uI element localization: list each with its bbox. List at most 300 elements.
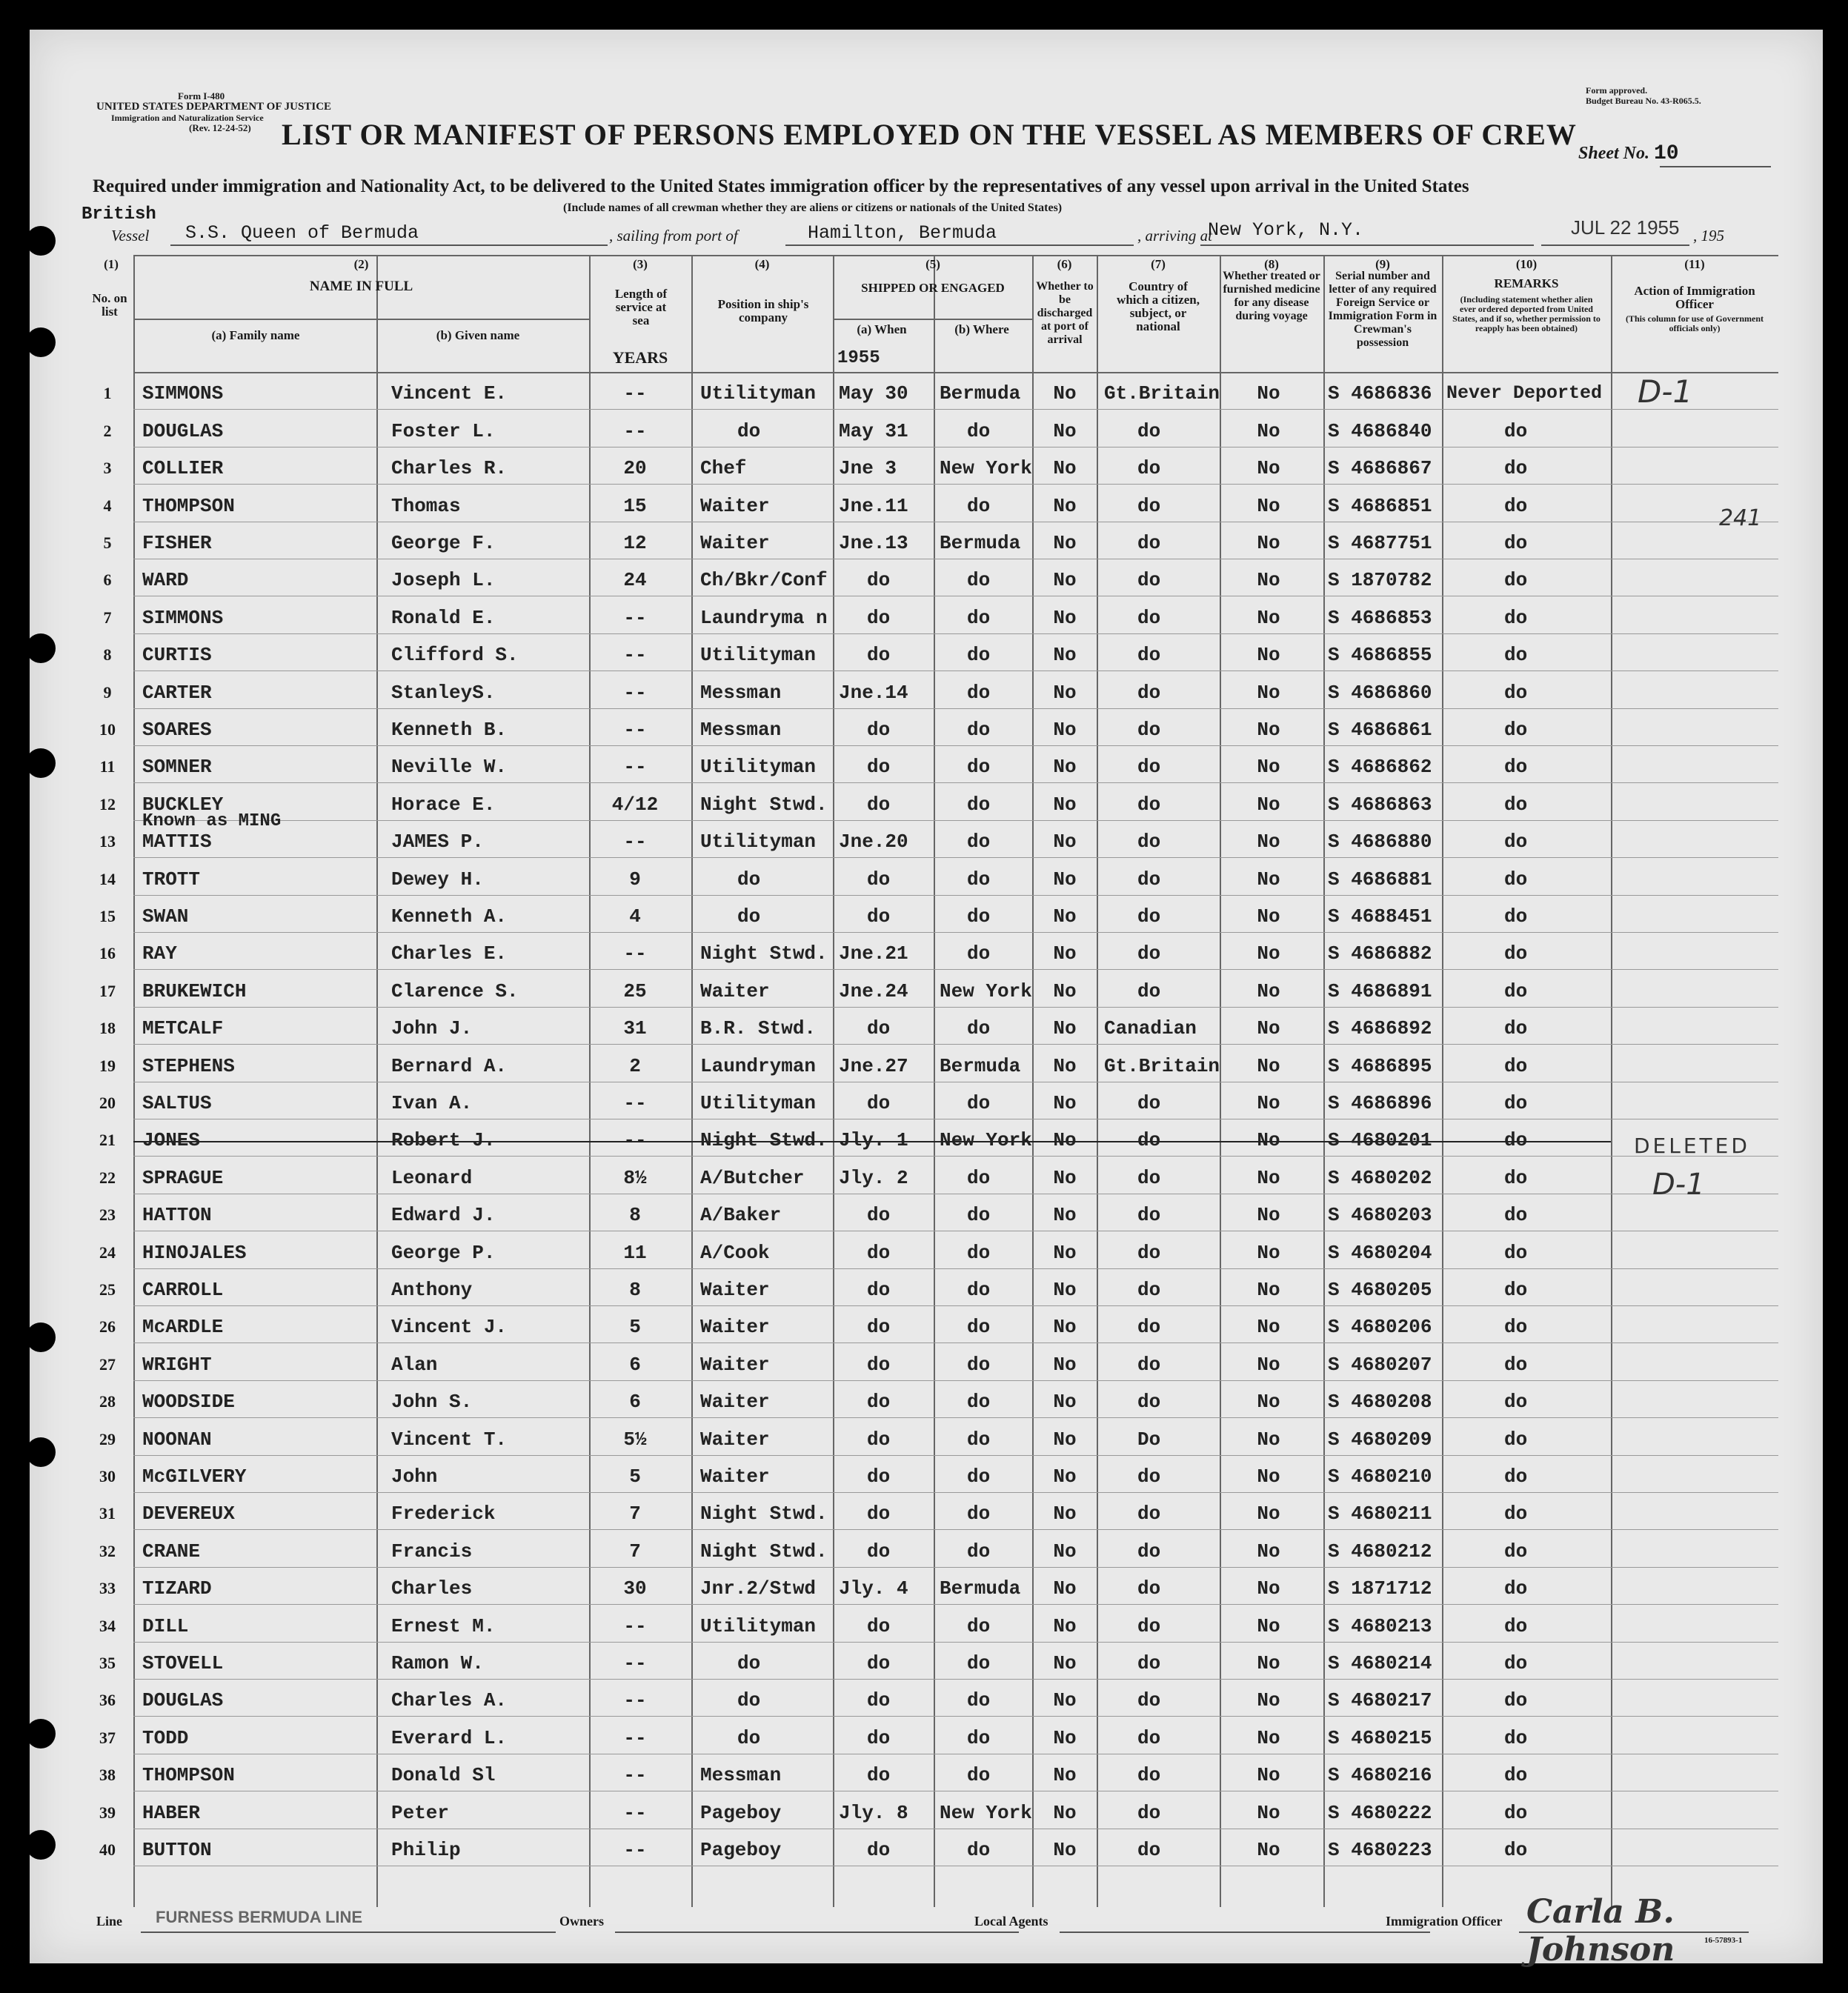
cell-given: Charles E. <box>391 942 508 965</box>
cell-country: do <box>1137 419 1161 442</box>
cell-given: Vincent E. <box>391 382 508 405</box>
row-number: 2 <box>103 421 112 440</box>
cell-years: 7 <box>629 1540 641 1563</box>
cell-position: Ch/Bkr/Conf <box>700 569 828 592</box>
cell-country: do <box>1137 494 1161 517</box>
cell-family: SOMNER <box>142 756 212 779</box>
cell-where: do <box>967 1166 991 1189</box>
cell-where: New York <box>940 1801 1032 1824</box>
cell-family: DEVEREUX <box>142 1503 235 1525</box>
cell-country: do <box>1137 1726 1161 1749</box>
row-number: 38 <box>99 1766 116 1785</box>
from-port: Hamilton, Bermuda <box>808 222 997 244</box>
cell-disch: No <box>1053 1614 1077 1637</box>
cell-position: Waiter <box>700 1353 770 1376</box>
cell-serial: S 4686851 <box>1328 494 1432 517</box>
cell-remarks: do <box>1504 644 1528 667</box>
cell-position: Night Stwd. <box>700 1540 828 1563</box>
cell-country: do <box>1137 1652 1161 1674</box>
binder-hole <box>26 1322 56 1352</box>
col5-number: (5) <box>925 257 940 271</box>
cell-when: Jne.21 <box>839 942 908 965</box>
cell-country: do <box>1137 979 1161 1002</box>
cell-disch: No <box>1053 681 1077 704</box>
form-subtitle: Required under immigration and Nationality Act, to be delivered to the United States immigration officer by the representatives of any vessel upon arrival in the United States <box>93 176 1469 196</box>
cell-when: Jne.14 <box>839 681 908 704</box>
cell-disch: No <box>1053 1428 1077 1451</box>
row-number: 19 <box>99 1056 116 1075</box>
cell-remarks: do <box>1504 1614 1528 1637</box>
cell-serial: S 4680222 <box>1328 1801 1432 1824</box>
cell-years: -- <box>623 644 647 667</box>
cell-where: do <box>967 606 991 629</box>
cell-country: do <box>1137 1241 1161 1264</box>
col11-subheader: (This column for use of Government officials only) <box>1625 313 1764 333</box>
cell-country: do <box>1137 1129 1161 1152</box>
cell-years: 8½ <box>623 1166 647 1189</box>
cell-family: SALTUS <box>142 1092 212 1114</box>
cell-med: No <box>1257 1428 1280 1451</box>
cell-serial: S 4680202 <box>1328 1166 1432 1189</box>
cell-given: Edward J. <box>391 1204 496 1227</box>
cell-serial: S 4680210 <box>1328 1465 1432 1488</box>
cell-disch: No <box>1053 606 1077 629</box>
cell-years: 8 <box>629 1204 641 1227</box>
cell-serial: S 4686860 <box>1328 681 1432 704</box>
cell-med: No <box>1257 1129 1280 1152</box>
cell-disch: No <box>1053 1764 1077 1787</box>
cell-disch: No <box>1053 1204 1077 1227</box>
approval-line2: Budget Bureau No. 43-R065.5. <box>1586 96 1701 106</box>
cell-family: SPRAGUE <box>142 1166 224 1189</box>
cell-family: HATTON <box>142 1204 212 1227</box>
cell-remarks: do <box>1504 1726 1528 1749</box>
cell-disch: No <box>1053 494 1077 517</box>
cell-disch: No <box>1053 1129 1077 1152</box>
col3-unit: YEARS <box>612 348 668 367</box>
cell-family: METCALF <box>142 1017 224 1040</box>
col8-number: (8) <box>1264 257 1279 271</box>
cell-country: do <box>1137 1204 1161 1227</box>
cell-where: do <box>967 1689 991 1712</box>
cell-position: do <box>737 905 761 928</box>
row-number: 36 <box>99 1691 116 1710</box>
cell-position: Utilityman <box>700 1614 817 1637</box>
cell-where: do <box>967 1839 991 1861</box>
officer-label: Immigration Officer <box>1386 1914 1503 1929</box>
cell-disch: No <box>1053 1726 1077 1749</box>
cell-position: do <box>737 419 761 442</box>
cell-serial: S 4680205 <box>1328 1279 1432 1301</box>
cell-remarks: do <box>1504 681 1528 704</box>
cell-disch: No <box>1053 1241 1077 1264</box>
cell-when: do <box>867 793 891 816</box>
cell-where: do <box>967 1391 991 1414</box>
cell-where: do <box>967 793 991 816</box>
cell-serial: S 4686880 <box>1328 831 1432 854</box>
cell-given: Ivan A. <box>391 1092 473 1114</box>
cell-disch: No <box>1053 942 1077 965</box>
cell-position: A/Butcher <box>700 1166 805 1189</box>
cell-disch: No <box>1053 793 1077 816</box>
cell-when: do <box>867 1652 891 1674</box>
cell-remarks: do <box>1504 942 1528 965</box>
cell-remarks: do <box>1504 1577 1528 1600</box>
cell-when: Jne.13 <box>839 532 908 554</box>
cell-position: Pageboy <box>700 1801 782 1824</box>
row-number: 29 <box>99 1429 116 1448</box>
cell-position: Utilityman <box>700 756 817 779</box>
cell-disch: No <box>1053 457 1077 480</box>
cell-med: No <box>1257 1391 1280 1414</box>
row-number: 7 <box>103 608 112 627</box>
cell-given: John <box>391 1465 438 1488</box>
cell-serial: S 4680216 <box>1328 1764 1432 1787</box>
cell-years: 4 <box>629 905 641 928</box>
cell-med: No <box>1257 1801 1280 1824</box>
binder-hole <box>26 327 56 357</box>
binder-hole <box>26 748 56 778</box>
cell-remarks: do <box>1504 1689 1528 1712</box>
cell-when: do <box>867 719 891 741</box>
cell-med: No <box>1257 942 1280 965</box>
cell-family: THOMPSON <box>142 1764 235 1787</box>
cell-disch: No <box>1053 756 1077 779</box>
cell-country: Gt.Britain <box>1104 382 1220 405</box>
approval-line1: Form approved. <box>1586 85 1648 96</box>
cell-country: Canadian <box>1104 1017 1197 1040</box>
col9-number: (9) <box>1375 257 1390 271</box>
cell-country: do <box>1137 1801 1161 1824</box>
cell-when: Jly. 8 <box>839 1801 908 1824</box>
row-number: 17 <box>99 981 116 1000</box>
cell-med: No <box>1257 1092 1280 1114</box>
sheet-label: Sheet No. <box>1578 144 1649 163</box>
cell-years: -- <box>623 1801 647 1824</box>
col2-number: (2) <box>353 257 369 271</box>
cell-med: No <box>1257 1279 1280 1301</box>
cell-when: do <box>867 1241 891 1264</box>
cell-where: do <box>967 868 991 891</box>
cell-disch: No <box>1053 1540 1077 1563</box>
cell-serial: S 4680217 <box>1328 1689 1432 1712</box>
cell-given: Alan <box>391 1353 438 1376</box>
cell-where: do <box>967 905 991 928</box>
cell-family: FISHER <box>142 532 212 554</box>
cell-when: do <box>867 644 891 667</box>
cell-serial: S 4686853 <box>1328 606 1432 629</box>
cell-serial: S 4680214 <box>1328 1652 1432 1674</box>
cell-when: do <box>867 606 891 629</box>
cell-position: A/Baker <box>700 1204 782 1227</box>
row-number: 18 <box>99 1019 116 1038</box>
cell-country: Gt.Britain <box>1104 1054 1220 1077</box>
row-number: 13 <box>99 832 116 851</box>
cell-remarks: do <box>1504 868 1528 891</box>
cell-when: May 30 <box>839 382 908 405</box>
cell-country: do <box>1137 1465 1161 1488</box>
cell-med: No <box>1257 979 1280 1002</box>
cell-med: No <box>1257 1353 1280 1376</box>
agency-line1: UNITED STATES DEPARTMENT OF JUSTICE <box>96 101 332 113</box>
cell-serial: S 4680208 <box>1328 1391 1432 1414</box>
row-number: 4 <box>103 496 112 515</box>
cell-position: Waiter <box>700 979 770 1002</box>
cell-years: 20 <box>623 457 647 480</box>
cell-serial: S 4686840 <box>1328 419 1432 442</box>
cell-where: do <box>967 1764 991 1787</box>
cell-where: do <box>967 681 991 704</box>
row-number: 3 <box>103 459 112 478</box>
cell-years: 24 <box>623 569 647 592</box>
cell-serial: S 4686855 <box>1328 644 1432 667</box>
cell-disch: No <box>1053 868 1077 891</box>
cell-disch: No <box>1053 1166 1077 1189</box>
cell-where: do <box>967 569 991 592</box>
cell-serial: S 4686881 <box>1328 868 1432 891</box>
cell-family: TIZARD <box>142 1577 212 1600</box>
cell-country: do <box>1137 1764 1161 1787</box>
cell-med: No <box>1257 1764 1280 1787</box>
col11-header: Action of Immigration Officer <box>1634 284 1755 311</box>
cell-given: Clifford S. <box>391 644 519 667</box>
cell-given: Vincent J. <box>391 1316 508 1339</box>
cell-family: CARTER <box>142 681 212 704</box>
cell-med: No <box>1257 756 1280 779</box>
cell-remarks: do <box>1504 1465 1528 1488</box>
arriving-label: , arriving at <box>1137 227 1212 244</box>
cell-position: Laundryman <box>700 1054 817 1077</box>
row-number: 27 <box>99 1354 116 1374</box>
cell-position: Pageboy <box>700 1839 782 1861</box>
cell-country: do <box>1137 1391 1161 1414</box>
cell-position: Chef <box>700 457 747 480</box>
cell-med: No <box>1257 793 1280 816</box>
cell-when: do <box>867 1614 891 1637</box>
owners-label: Owners <box>559 1914 604 1929</box>
cell-country: do <box>1137 1689 1161 1712</box>
cell-remarks: do <box>1504 569 1528 592</box>
cell-serial: S 4680211 <box>1328 1503 1432 1525</box>
cell-given: Anthony <box>391 1279 473 1301</box>
row-number: 10 <box>99 720 116 739</box>
cell-where: do <box>967 756 991 779</box>
cell-country: do <box>1137 1166 1161 1189</box>
cell-where: do <box>967 1652 991 1674</box>
cell-family: McARDLE <box>142 1316 224 1339</box>
cell-remarks: do <box>1504 1839 1528 1861</box>
line-value: FURNESS BERMUDA LINE <box>156 1908 363 1926</box>
cell-disch: No <box>1053 905 1077 928</box>
cell-when: do <box>867 756 891 779</box>
cell-med: No <box>1257 1166 1280 1189</box>
cell-family: CARROLL <box>142 1279 224 1301</box>
cell-country: do <box>1137 532 1161 554</box>
cell-disch: No <box>1053 1801 1077 1824</box>
cell-serial: S 4686867 <box>1328 457 1432 480</box>
cell-given: Ernest M. <box>391 1614 496 1637</box>
cell-serial: S 4686861 <box>1328 719 1432 741</box>
cell-remarks: do <box>1504 1428 1528 1451</box>
cell-years: -- <box>623 1726 647 1749</box>
vessel-nationality: British <box>82 204 156 224</box>
cell-remarks: do <box>1504 1204 1528 1227</box>
cell-disch: No <box>1053 1353 1077 1376</box>
cell-when: Jne 3 <box>839 457 897 480</box>
cell-where: Bermuda <box>940 382 1021 405</box>
row-number: 37 <box>99 1728 116 1747</box>
cell-when: do <box>867 1092 891 1114</box>
col3-number: (3) <box>633 257 648 271</box>
col2-header: NAME IN FULL <box>309 279 413 294</box>
cell-family: SWAN <box>142 905 189 928</box>
officer-signature: Carla B. Johnson <box>1526 1893 1675 1969</box>
cell-med: No <box>1257 1054 1280 1077</box>
cell-when: do <box>867 1391 891 1414</box>
cell-serial: S 4680206 <box>1328 1316 1432 1339</box>
col5-year: 1955 <box>837 348 880 368</box>
cell-where: do <box>967 644 991 667</box>
row-number: 30 <box>99 1467 116 1485</box>
cell-family: BRUKEWICH <box>142 979 247 1002</box>
strike-through-line <box>133 1141 1611 1142</box>
cell-remarks: do <box>1504 494 1528 517</box>
cell-serial: S 4686836 <box>1328 382 1432 405</box>
sheet-value: 10 <box>1654 142 1679 165</box>
cell-given: StanleyS. <box>391 681 496 704</box>
cell-country: do <box>1137 1839 1161 1861</box>
cell-given: JAMES P. <box>391 831 484 854</box>
cell-given: Dewey H. <box>391 868 484 891</box>
col2a-header: (a) Family name <box>211 328 300 342</box>
cell-years: -- <box>623 831 647 854</box>
cell-when: do <box>867 1428 891 1451</box>
cell-where: do <box>967 1017 991 1040</box>
cell-family: COLLIER <box>142 457 224 480</box>
cell-med: No <box>1257 681 1280 704</box>
cell-remarks: do <box>1504 831 1528 854</box>
cell-family: HINOJALES <box>142 1241 247 1264</box>
cell-serial: S 4686862 <box>1328 756 1432 779</box>
cell-given: Joseph L. <box>391 569 496 592</box>
cell-disch: No <box>1053 1839 1077 1861</box>
cell-where: do <box>967 1204 991 1227</box>
agents-label: Local Agents <box>974 1914 1048 1929</box>
cell-given: Horace E. <box>391 793 496 816</box>
cell-family: BUCKLEY <box>142 793 224 816</box>
cell-given: Donald Sl <box>391 1764 496 1787</box>
agency-line2: Immigration and Naturalization Service <box>111 113 264 123</box>
cell-position: Night Stwd. <box>700 1503 828 1525</box>
row-number: 9 <box>103 682 112 702</box>
cell-given: Philip <box>391 1839 461 1861</box>
cell-remarks: do <box>1504 457 1528 480</box>
cell-family: NOONAN <box>142 1428 212 1451</box>
cell-remarks: do <box>1504 979 1528 1002</box>
cell-given: John J. <box>391 1017 473 1040</box>
cell-position: Laundryma n <box>700 606 828 629</box>
row-number: 5 <box>103 533 112 552</box>
cell-med: No <box>1257 419 1280 442</box>
cell-given: Everard L. <box>391 1726 508 1749</box>
cell-serial: S 4680203 <box>1328 1204 1432 1227</box>
cell-remarks: do <box>1504 606 1528 629</box>
binder-hole <box>26 1830 56 1860</box>
cell-med: No <box>1257 1540 1280 1563</box>
cell-position: Jnr.2/Stwd <box>700 1577 817 1600</box>
row-number: 16 <box>99 944 116 963</box>
cell-country: do <box>1137 868 1161 891</box>
cell-position: A/Cook <box>700 1241 770 1264</box>
cell-years: -- <box>623 382 647 405</box>
cell-remarks: do <box>1504 719 1528 741</box>
cell-remarks: do <box>1504 1017 1528 1040</box>
cell-where: Bermuda <box>940 1577 1021 1600</box>
cell-when: do <box>867 1839 891 1861</box>
cell-years: -- <box>623 1764 647 1787</box>
cell-position: Utilityman <box>700 831 817 854</box>
col7-number: (7) <box>1151 257 1166 271</box>
cell-family: CURTIS <box>142 644 212 667</box>
cell-given: Clarence S. <box>391 979 519 1002</box>
row-number: 31 <box>99 1504 116 1523</box>
cell-when: Jne.24 <box>839 979 908 1002</box>
col10-number: (10) <box>1515 257 1538 271</box>
cell-where: do <box>967 1428 991 1451</box>
cell-given: George P. <box>391 1241 496 1264</box>
cell-med: No <box>1257 831 1280 854</box>
cell-med: No <box>1257 457 1280 480</box>
manifest-page <box>30 30 1823 1969</box>
cell-country: do <box>1137 457 1161 480</box>
cell-years: 30 <box>623 1577 647 1600</box>
col7-header: Country of which a citizen, subject, or national <box>1117 279 1200 333</box>
row-number: 23 <box>99 1205 116 1225</box>
cell-years: -- <box>623 1614 647 1637</box>
cell-med: No <box>1257 1316 1280 1339</box>
col4-header: Position in ship's company <box>717 297 809 325</box>
annotation-241: 241 <box>1719 505 1762 531</box>
cell-years: 25 <box>623 979 647 1002</box>
col6-header: Whether to be discharged at port of arrival <box>1036 280 1094 346</box>
cell-disch: No <box>1053 1577 1077 1600</box>
row-number: 12 <box>99 794 116 813</box>
sailing-label: , sailing from port of <box>609 227 738 244</box>
cell-given: John S. <box>391 1391 473 1414</box>
date-stamp: JUL 22 1955 <box>1571 216 1680 239</box>
cell-family: TROTT <box>142 868 201 891</box>
cell-country: do <box>1137 569 1161 592</box>
cell-where: do <box>967 1726 991 1749</box>
cell-remarks: do <box>1504 1652 1528 1674</box>
cell-where: do <box>967 1465 991 1488</box>
cell-years: -- <box>623 1129 647 1152</box>
line-label: Line <box>96 1914 123 1929</box>
cell-disch: No <box>1053 1316 1077 1339</box>
cell-disch: No <box>1053 419 1077 442</box>
cell-disch: No <box>1053 1054 1077 1077</box>
cell-country: do <box>1137 719 1161 741</box>
row-number: 6 <box>103 570 112 590</box>
cell-disch: No <box>1053 644 1077 667</box>
row-number: 24 <box>99 1242 116 1262</box>
col1-number: (1) <box>104 257 119 271</box>
cell-serial: S 4680212 <box>1328 1540 1432 1563</box>
cell-years: 5 <box>629 1316 641 1339</box>
cell-given: Leonard <box>391 1166 473 1189</box>
cell-position: Messman <box>700 719 782 741</box>
cell-where: do <box>967 1353 991 1376</box>
